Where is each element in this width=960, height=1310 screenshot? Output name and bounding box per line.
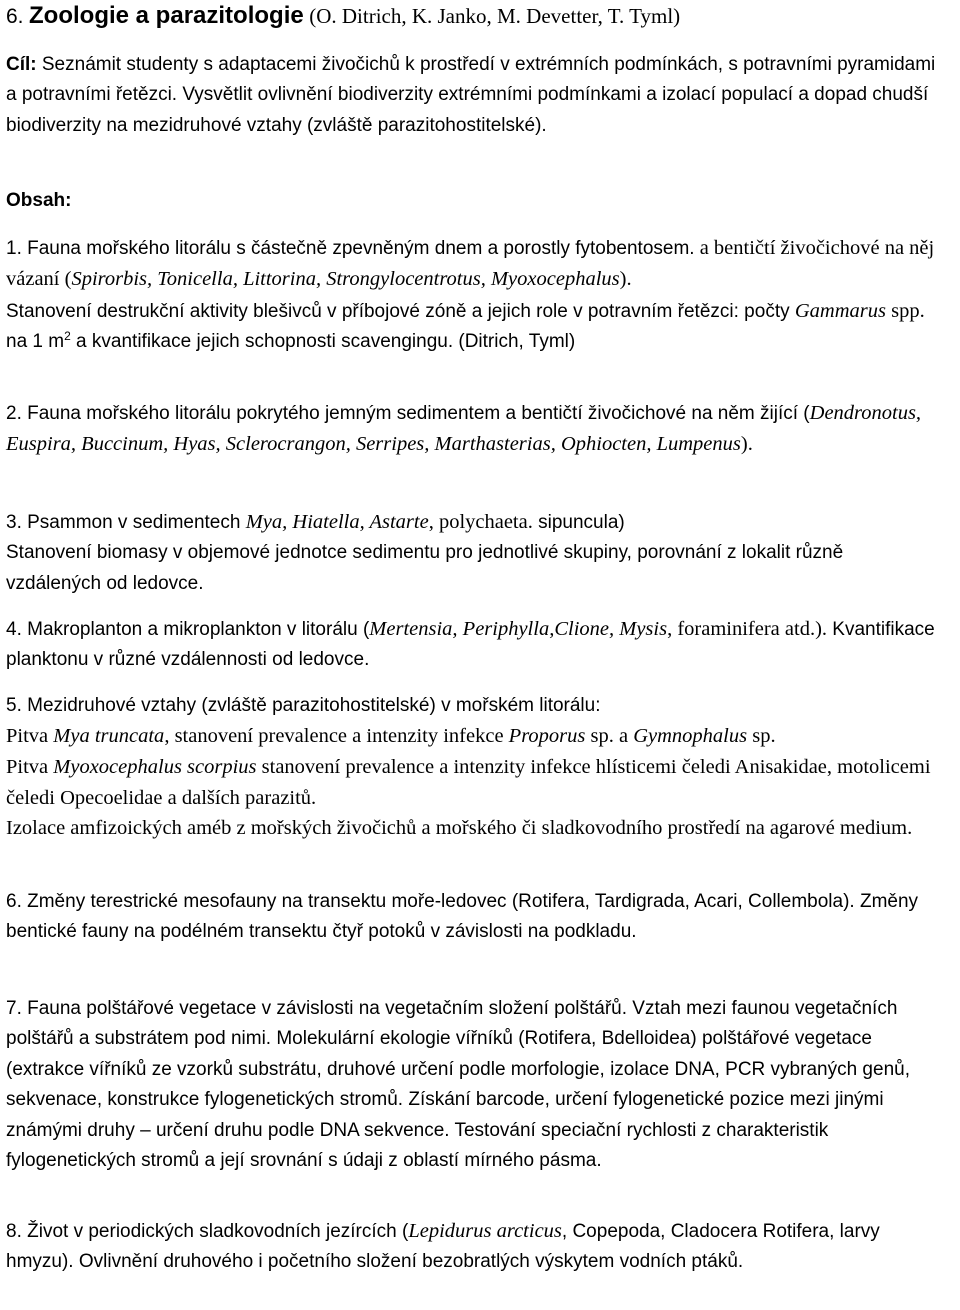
goal-text: Seznámit studenty s adaptacemi živočichů k prostředí v extrémních podmínkách, s potravními pyramidami a potravními řetězci. Vysvětlit ovlivnění biodiverzity extrémními podmínkami a izolací populací a dopad chudší biodiverzity na mezidruhové vztahy (zvláště parazitohostitelské). [6, 54, 936, 136]
item7-text-a: 7. Fauna polštářové vegetace v závislosti na vegetačním složení polštářů. [6, 998, 628, 1019]
content-item-8 [6, 1216, 942, 1278]
item1-gammarus: Gammarus [794, 299, 886, 322]
content-item-3 [6, 507, 942, 599]
item7-text-b: Vztah mezi faunou vegetačních polštářů a substrátem pod nimi. Molekulární ekologie vířníků (Rotifera, Bdelloidea) polštářové vegetace (extrakce vířníků ze vzorků substrátu, druhové určení podle morfologie, izolace DNA, PCR vybraných genů, sekvenace, konstrukce fylogenetických stromů. Získání barcode, určení fylogenetické pozice mezi jinými známými druhy – určení druhu podle DNA sekvence. Testování speciační rychlosti z charakteristik fylogenetických stromů a její srovnání s údaji z oblastí mírného pásma. [6, 998, 910, 1172]
item4-text-a: 4. Makroplanton a mikroplankton v litorálu ( [6, 619, 370, 640]
item5-text-c: , stanovení prevalence a intenzity infekce [164, 725, 509, 748]
item5-text-b: Pitva [6, 725, 54, 748]
item1-text-b: a bentičtí živočichové na něj vázaní ( [6, 237, 935, 291]
item3-text-c: sipuncula) [532, 512, 625, 533]
item6-text-b: Změny bentické fauny na podélném transektu čtyř potoků v závislosti na podkladu. [6, 891, 919, 943]
item1-text-c: ). [619, 268, 632, 291]
item4-text-b: , foraminifera atd.). [667, 618, 828, 640]
item1-text-g: a kvantifikace jejich schopnosti scavengingu. (Ditrich, Tyml) [70, 331, 576, 353]
item1-text-f: na 1 m [6, 331, 65, 353]
item5-text-f: Pitva [6, 756, 54, 778]
section-title: Zoologie a parazitologie [29, 2, 304, 29]
content-item-1 [6, 233, 942, 358]
goal-label: Cíl: [6, 54, 37, 75]
section-authors: (O. Ditrich, K. Janko, M. Devetter, T. Tyml) [309, 4, 681, 28]
item1-text-a: 1. Fauna mořského litorálu s částečně zpevněným dnem a porostly fytobentosem. [6, 238, 695, 259]
item5-myoxocephalus: Myoxocephalus scorpius [53, 756, 257, 778]
item2-text-b: ). [740, 433, 753, 456]
item3-text-b: , polychaeta. [428, 511, 533, 533]
content-label: Obsah: [6, 190, 72, 211]
content-item-2 [6, 398, 942, 461]
item6-text-a: 6. Změny terestrické mesofauny na transektu moře-ledovec (Rotifera, Tardigrada, Acari, Collembola). [6, 891, 855, 912]
item2-text-a: 2. Fauna mořského litorálu pokrytého jemným sedimentem a bentičtí živočichové na něm žijící ( [6, 403, 810, 424]
item3-species: Mya, Hiatella, Astarte [245, 511, 429, 533]
item4-species: Mertensia, Periphylla,Clione, Mysis [369, 618, 668, 640]
item3-text-a: 3. Psammon v sedimentech [6, 512, 246, 533]
goal-paragraph [6, 50, 942, 141]
item8-text-c: Ovlivnění druhového i početního složení bezobratlých výskytem vodních ptáků. [73, 1251, 744, 1273]
item5-mya: Mya truncata [53, 725, 165, 748]
item5-text-a: 5. Mezidruhové vztahy (zvláště parazitohostitelské) v mořském litorálu: [6, 695, 601, 716]
item8-species: Lepidurus arcticus [408, 1220, 562, 1242]
item5-text-h: Izolace amfizoických améb z mořských živočichů a mořského či sladkovodního prostředí na agarové medium. [6, 817, 913, 840]
item1-text-d: Stanovení destrukční aktivity blešivců v příbojové zóně a jejich role v potravním řetězci: počty [6, 300, 795, 322]
item5-text-d: sp. a [585, 725, 634, 748]
section-number: 6. [6, 5, 24, 28]
section-heading [6, 0, 680, 33]
content-item-4 [6, 614, 942, 676]
item4-text-c: Kvantifikace planktonu v různé vzdálennosti od ledovce. [6, 619, 935, 671]
item3-text-d: Stanovení biomasy v objemové jednotce sedimentu pro jednotlivé skupiny, porovnání z lokalit různě vzdálených od ledovce. [6, 542, 844, 594]
item5-text-g: stanovení prevalence a intenzity infekce hlísticemi čeledi Anisakidae, motolicemi čeledi Opecoelidae a dalších parazitů. [6, 756, 931, 809]
content-item-5 [6, 690, 942, 844]
item8-text-b: , Copepoda, Cladocera Rotifera, larvy hmyzu). [6, 1221, 880, 1273]
item1-text-e: spp. [886, 299, 925, 322]
item5-gymnophalus: Gymnophalus [633, 725, 748, 748]
item8-text-a: 8. Život v periodických sladkovodních jezírcích ( [6, 1221, 409, 1242]
item1-superscript: 2 [64, 329, 71, 344]
item5-proporus: Proporus [508, 725, 586, 748]
item2-species: Dendronotus, Euspira, Buccinum, Hyas, Sclerocrangon, Serripes, Marthasterias, Ophiocten, Lumpenus [6, 402, 922, 456]
content-item-6 [6, 887, 942, 948]
item1-species: Spirorbis, Tonicella, Littorina, Strongylocentrotus, Myoxocephalus [71, 268, 620, 291]
content-item-7 [6, 994, 942, 1176]
item5-text-e: sp. [747, 725, 776, 748]
